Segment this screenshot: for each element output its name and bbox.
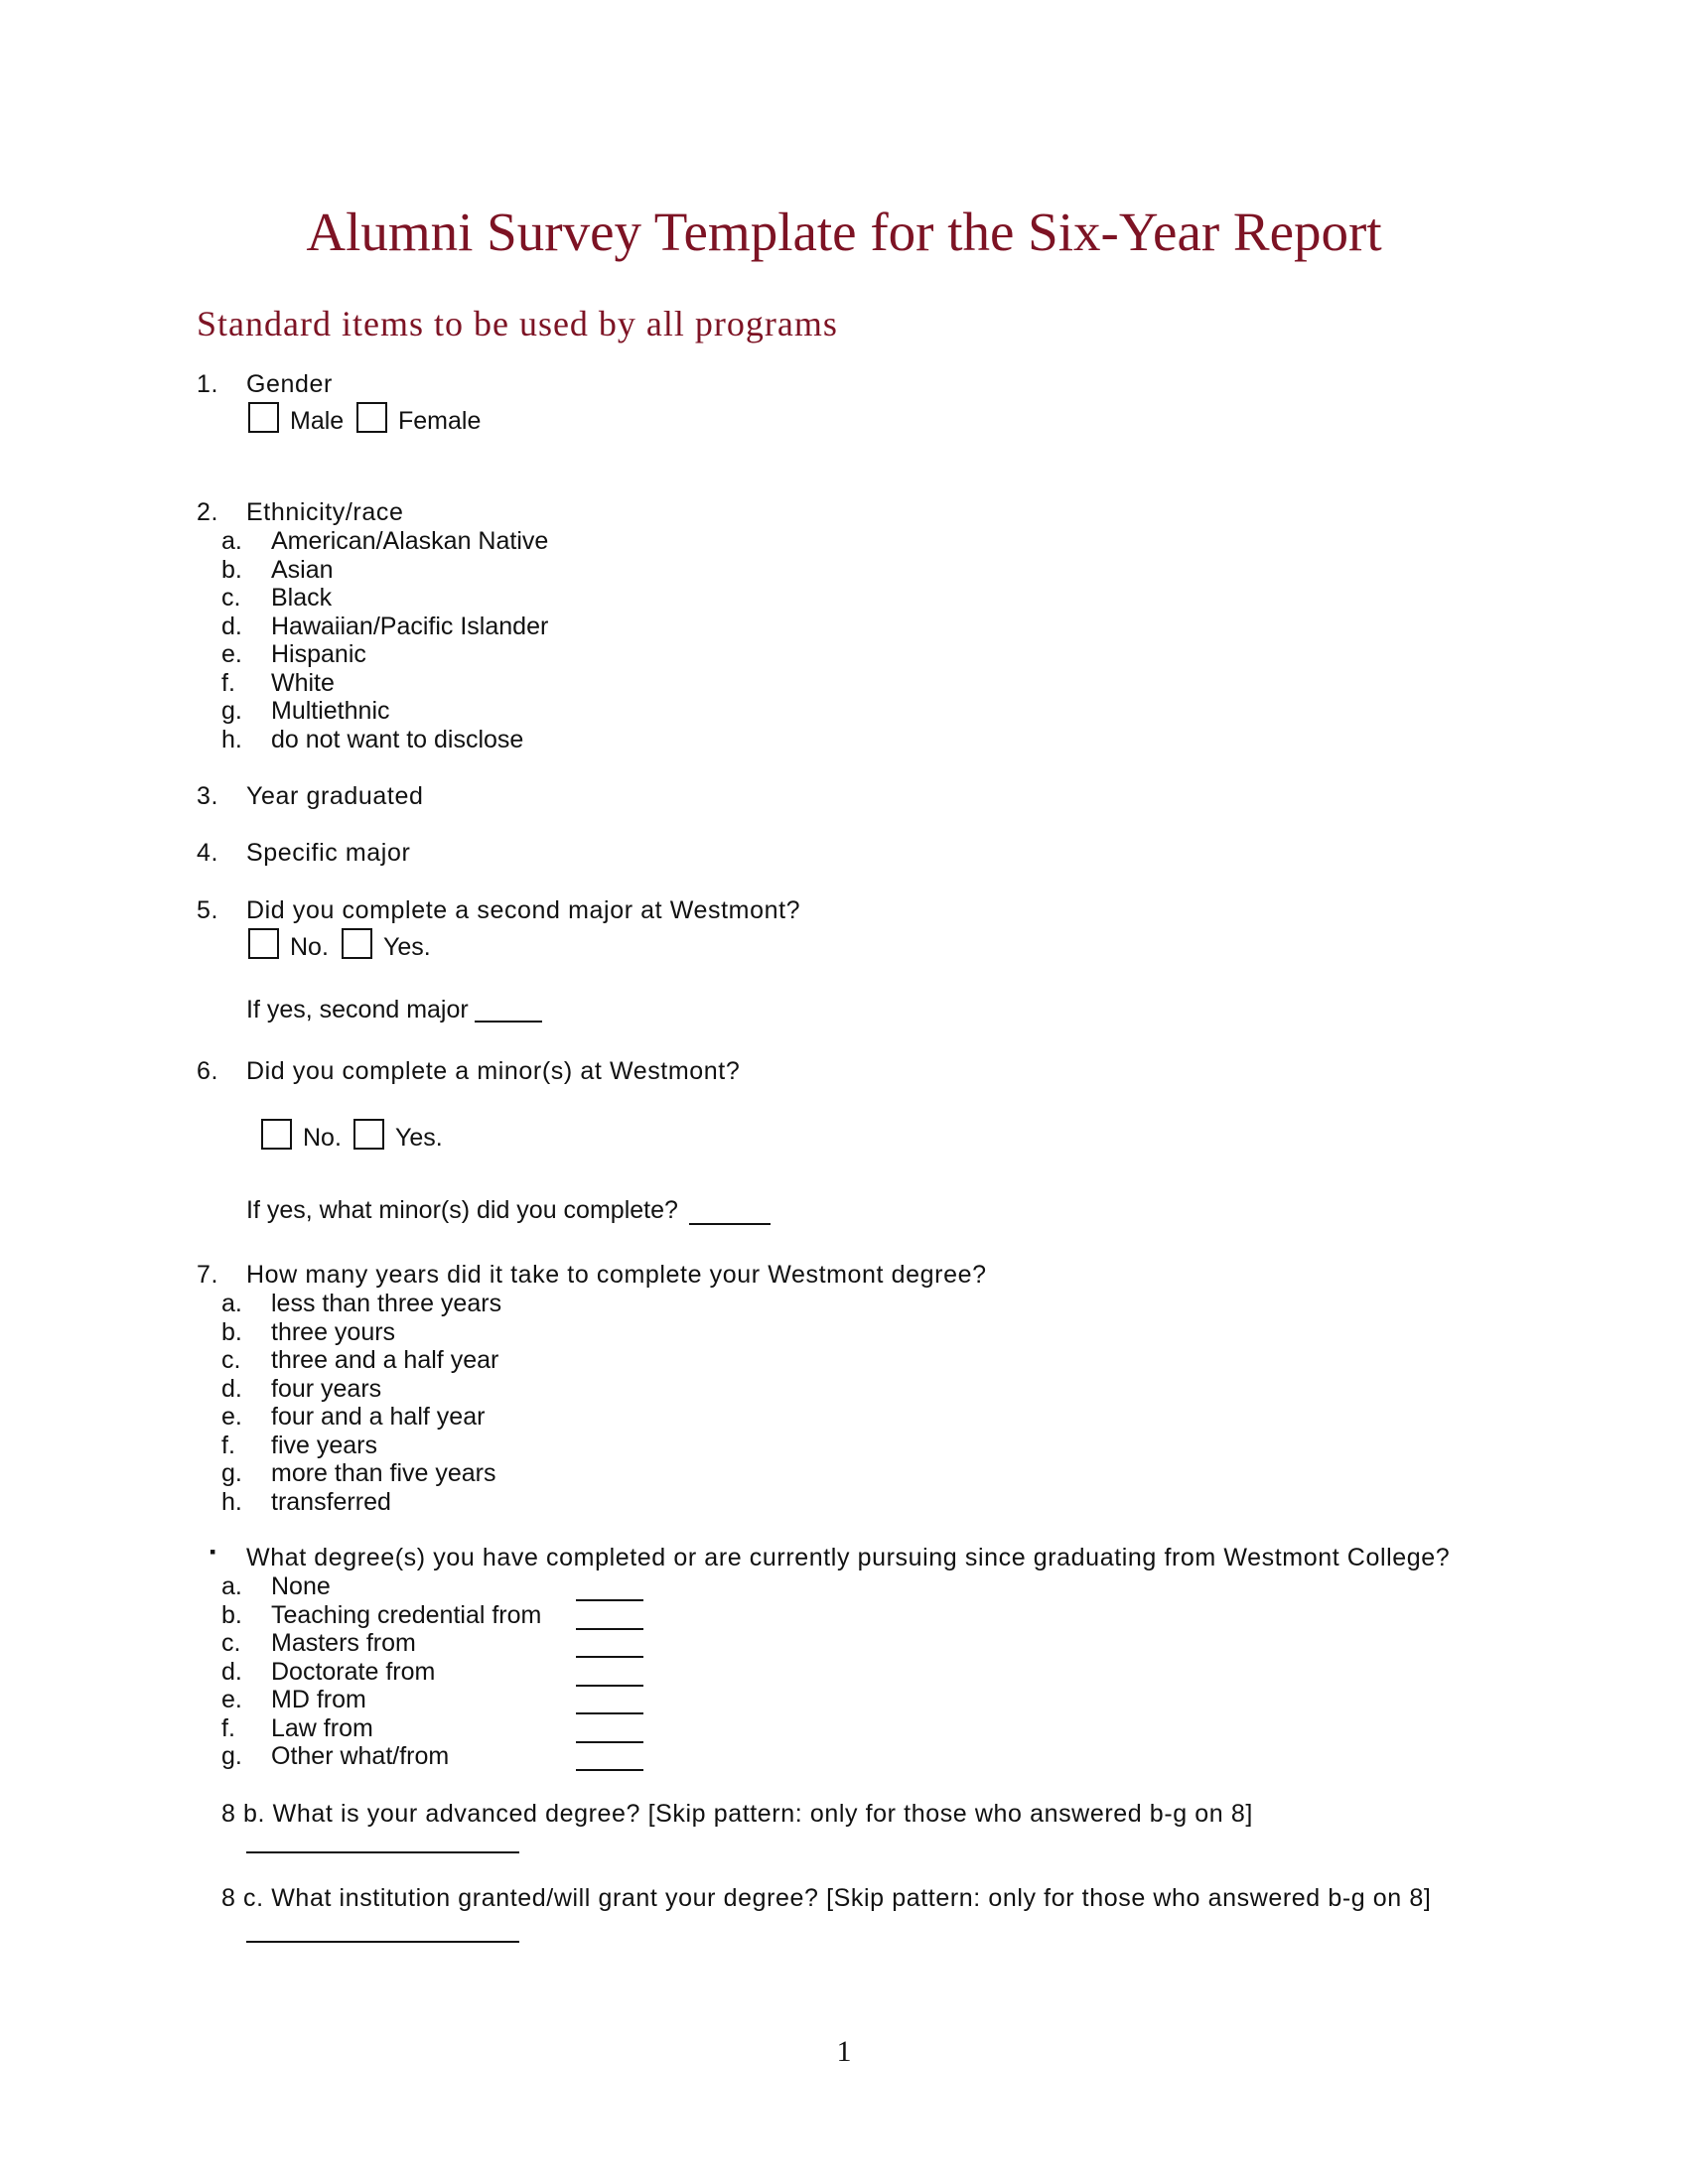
followup-label: If yes, second major <box>246 996 469 1024</box>
item-letter: b. <box>221 555 242 584</box>
item-letter: b. <box>221 1317 242 1346</box>
female-checkbox[interactable] <box>356 402 387 433</box>
question-text: What degree(s) you have completed or are currently pursuing since graduating from Westmont College? <box>246 1544 1451 1571</box>
item-letter: c. <box>221 1629 241 1657</box>
question-text: How many years did it take to complete your Westmont degree? <box>246 1261 987 1289</box>
page-number: 1 <box>836 2035 852 2068</box>
item-label: four years <box>271 1374 382 1403</box>
item-label: transferred <box>271 1487 391 1516</box>
item-label: Multiethnic <box>271 697 390 725</box>
question-number: 1. <box>197 370 219 398</box>
item-letter: d. <box>221 1374 242 1403</box>
option-label: No. <box>303 1124 342 1152</box>
question-number: 7. <box>197 1261 219 1289</box>
option-label: No. <box>290 933 329 961</box>
answer-blank[interactable] <box>576 1656 643 1658</box>
question-number: 5. <box>197 896 219 924</box>
item-label: White <box>271 668 335 697</box>
item-letter: c. <box>221 1346 241 1374</box>
item-letter: f. <box>221 1431 235 1459</box>
item-label: five years <box>271 1431 377 1459</box>
section-subtitle: Standard items to be used by all programs <box>197 304 838 343</box>
question-text: Gender <box>246 370 333 398</box>
institution-blank[interactable] <box>246 1941 519 1943</box>
item-label: Black <box>271 584 333 612</box>
item-label: do not want to disclose <box>271 725 524 753</box>
item-letter: c. <box>221 584 241 612</box>
option-label: Yes. <box>383 933 431 961</box>
advanced-degree-blank[interactable] <box>246 1851 519 1853</box>
item-letter: h. <box>221 1487 242 1516</box>
yes-checkbox[interactable] <box>353 1119 384 1150</box>
item-label: Doctorate from <box>271 1657 436 1686</box>
option-label: Male <box>290 407 345 435</box>
option-label: Female <box>398 407 482 435</box>
item-letter: b. <box>221 1600 242 1629</box>
answer-blank[interactable] <box>576 1628 643 1630</box>
second-major-blank[interactable] <box>475 1021 542 1023</box>
question-number: 3. <box>197 782 219 810</box>
minor-blank[interactable] <box>689 1223 771 1225</box>
item-letter: g. <box>221 1459 242 1487</box>
question-number: 2. <box>197 498 219 526</box>
item-label: Law from <box>271 1713 373 1742</box>
item-letter: a. <box>221 1572 242 1600</box>
item-label: more than five years <box>271 1459 496 1487</box>
item-label: Teaching credential from <box>271 1600 542 1629</box>
item-label: Asian <box>271 555 334 584</box>
answer-blank[interactable] <box>576 1769 643 1771</box>
question-text: Did you complete a minor(s) at Westmont? <box>246 1057 741 1085</box>
item-label: Hawaiian/Pacific Islander <box>271 612 549 640</box>
question-number: 4. <box>197 839 219 867</box>
question-text: Specific major <box>246 839 411 867</box>
followup-label: If yes, what minor(s) did you complete? <box>246 1196 678 1224</box>
item-letter: e. <box>221 1686 242 1713</box>
item-letter: e. <box>221 1403 242 1431</box>
yes-checkbox[interactable] <box>342 928 372 959</box>
item-letter: a. <box>221 527 242 555</box>
question-text: Did you complete a second major at Westmont? <box>246 896 801 924</box>
option-label: Yes. <box>395 1124 443 1152</box>
item-letter: a. <box>221 1290 242 1317</box>
question-text: 8 c. What institution granted/will grant your degree? [Skip pattern: only for those who answered b-g on 8] <box>221 1884 1432 1912</box>
item-letter: e. <box>221 640 242 668</box>
item-label: Masters from <box>271 1629 416 1657</box>
answer-blank[interactable] <box>576 1712 643 1714</box>
page-title: Alumni Survey Template for the Six-Year Report <box>306 202 1382 262</box>
item-label: Other what/from <box>271 1742 450 1770</box>
item-label: three and a half year <box>271 1346 499 1374</box>
item-label: MD from <box>271 1686 366 1713</box>
bullet-icon: ▪ <box>210 1542 216 1562</box>
no-checkbox[interactable] <box>261 1119 292 1150</box>
item-label: None <box>271 1572 331 1600</box>
item-letter: g. <box>221 1742 242 1770</box>
question-text: 8 b. What is your advanced degree? [Skip pattern: only for those who answered b-g on 8] <box>221 1800 1253 1828</box>
item-label: Hispanic <box>271 640 366 668</box>
item-letter: h. <box>221 725 242 753</box>
item-letter: d. <box>221 612 242 640</box>
question-text: Year graduated <box>246 782 424 810</box>
item-letter: d. <box>221 1657 242 1686</box>
item-letter: f. <box>221 1713 235 1742</box>
item-label: American/Alaskan Native <box>271 527 549 555</box>
no-checkbox[interactable] <box>248 928 279 959</box>
item-label: four and a half year <box>271 1403 486 1431</box>
answer-blank[interactable] <box>576 1685 643 1687</box>
item-label: less than three years <box>271 1290 502 1317</box>
question-text: Ethnicity/race <box>246 498 404 526</box>
item-letter: g. <box>221 697 242 725</box>
male-checkbox[interactable] <box>248 402 279 433</box>
question-number: 6. <box>197 1057 219 1085</box>
item-label: three yours <box>271 1317 396 1346</box>
item-letter: f. <box>221 668 235 697</box>
answer-blank[interactable] <box>576 1599 643 1601</box>
answer-blank[interactable] <box>576 1741 643 1743</box>
